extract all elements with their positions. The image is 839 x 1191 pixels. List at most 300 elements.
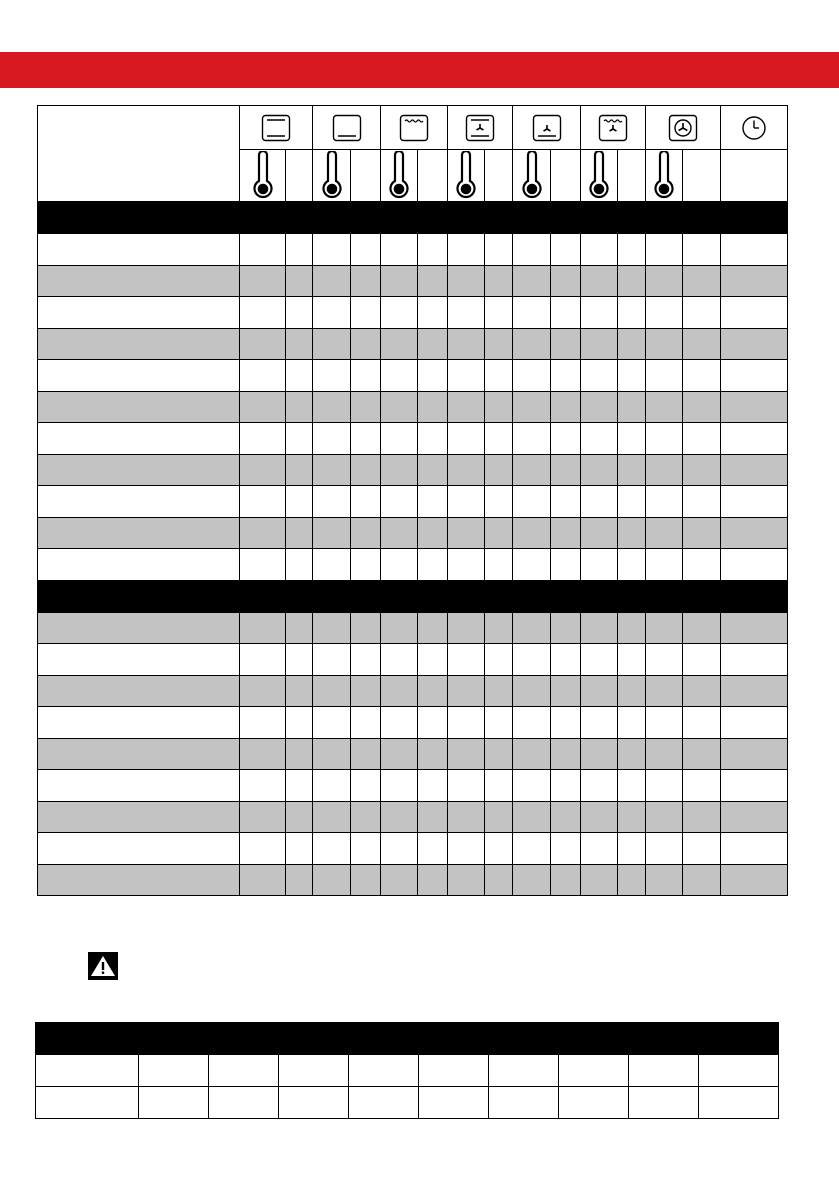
value-cell [381, 833, 418, 865]
bottom-table-cell [349, 1055, 419, 1087]
value-cell [618, 738, 646, 770]
value-cell [286, 612, 313, 644]
value-cell [646, 391, 683, 423]
value-cell [313, 328, 351, 360]
value-cell [618, 297, 646, 329]
value-cell [513, 454, 551, 486]
value-cell [448, 833, 485, 865]
mode-header-cell [513, 106, 581, 150]
bottom-table-cell [699, 1055, 779, 1087]
value-cell [418, 454, 448, 486]
value-cell [418, 833, 448, 865]
value-cell [313, 423, 351, 455]
value-cell [581, 675, 618, 707]
value-cell [448, 549, 485, 581]
value-cell [286, 454, 313, 486]
bottom-table-cell [349, 1087, 419, 1119]
value-cell [286, 675, 313, 707]
value-cell [240, 833, 286, 865]
section-title [38, 202, 788, 234]
value-cell [448, 770, 485, 802]
value-cell [721, 801, 788, 833]
food-label [38, 391, 240, 423]
food-label [38, 801, 240, 833]
value-cell [551, 360, 581, 392]
value-cell [551, 675, 581, 707]
value-cell [551, 454, 581, 486]
value-cell [485, 517, 513, 549]
value-cell [485, 454, 513, 486]
section-title [38, 580, 788, 612]
value-cell [485, 801, 513, 833]
temperature-header-cell [313, 150, 351, 202]
value-cell [485, 833, 513, 865]
temperature-header-cell [581, 150, 618, 202]
fan-top-bottom-heat-icon [465, 114, 495, 142]
value-cell [313, 770, 351, 802]
value-cell [581, 391, 618, 423]
value-cell [351, 675, 381, 707]
value-cell [485, 391, 513, 423]
value-cell [646, 612, 683, 644]
value-cell [418, 707, 448, 739]
value-cell [551, 707, 581, 739]
value-cell [551, 391, 581, 423]
table-row [38, 549, 788, 581]
value-cell [418, 864, 448, 896]
value-cell [485, 675, 513, 707]
table-row [38, 707, 788, 739]
value-cell [448, 423, 485, 455]
value-cell [351, 801, 381, 833]
value-cell [313, 833, 351, 865]
value-cell [485, 707, 513, 739]
food-label [38, 297, 240, 329]
value-cell [286, 707, 313, 739]
value-cell [683, 738, 721, 770]
value-cell [448, 738, 485, 770]
value-cell [581, 801, 618, 833]
value-cell [618, 675, 646, 707]
value-cell [418, 644, 448, 676]
bottom-heat-icon [332, 114, 362, 142]
value-cell [581, 297, 618, 329]
value-cell [351, 864, 381, 896]
food-label [38, 612, 240, 644]
food-label [38, 454, 240, 486]
value-cell [513, 801, 551, 833]
food-label [38, 738, 240, 770]
value-cell [618, 833, 646, 865]
value-cell [448, 707, 485, 739]
value-cell [721, 517, 788, 549]
value-cell [381, 738, 418, 770]
value-cell [381, 328, 418, 360]
value-cell [448, 234, 485, 266]
value-cell [721, 360, 788, 392]
value-cell [286, 423, 313, 455]
value-cell [618, 265, 646, 297]
value-cell [313, 454, 351, 486]
value-cell [551, 265, 581, 297]
value-cell [286, 391, 313, 423]
thermometer-icon [321, 151, 343, 201]
value-cell [485, 864, 513, 896]
value-cell [381, 265, 418, 297]
thermometer-icon [252, 151, 274, 201]
value-cell [646, 707, 683, 739]
value-cell [418, 423, 448, 455]
bottom-table-header [36, 1023, 779, 1055]
value-cell [240, 486, 286, 518]
value-cell [581, 612, 618, 644]
value-cell [551, 549, 581, 581]
value-cell [721, 707, 788, 739]
value-cell [551, 486, 581, 518]
value-cell [381, 297, 418, 329]
value-cell [485, 265, 513, 297]
value-cell [448, 675, 485, 707]
value-cell [646, 328, 683, 360]
bottom-table-cell [559, 1087, 629, 1119]
value-cell [286, 644, 313, 676]
table-row [38, 612, 788, 644]
value-cell [721, 833, 788, 865]
value-cell [683, 360, 721, 392]
bottom-table-cell [209, 1087, 279, 1119]
table-row [38, 738, 788, 770]
value-cell [551, 801, 581, 833]
value-cell [313, 644, 351, 676]
temperature-header-cell [240, 150, 286, 202]
level-header-cell [551, 150, 581, 202]
value-cell [381, 391, 418, 423]
value-cell [551, 297, 581, 329]
value-cell [683, 234, 721, 266]
value-cell [646, 265, 683, 297]
value-cell [683, 486, 721, 518]
value-cell [513, 644, 551, 676]
value-cell [240, 360, 286, 392]
bottom-table-row [36, 1055, 779, 1087]
value-cell [313, 360, 351, 392]
table-row [38, 675, 788, 707]
value-cell [418, 265, 448, 297]
top-bottom-heat-icon [261, 114, 291, 142]
corner-header-cell [38, 106, 240, 202]
value-cell [618, 864, 646, 896]
value-cell [240, 738, 286, 770]
time-header-cell [721, 106, 788, 150]
value-cell [418, 801, 448, 833]
value-cell [513, 864, 551, 896]
value-cell [418, 738, 448, 770]
value-cell [581, 707, 618, 739]
value-cell [286, 864, 313, 896]
value-cell [240, 297, 286, 329]
warning-triangle-icon [88, 952, 118, 980]
fan-bottom-heat-icon [532, 114, 562, 142]
value-cell [286, 770, 313, 802]
value-cell [683, 801, 721, 833]
table-row [38, 328, 788, 360]
value-cell [351, 549, 381, 581]
value-cell [351, 234, 381, 266]
value-cell [381, 707, 418, 739]
value-cell [581, 454, 618, 486]
value-cell [618, 328, 646, 360]
value-cell [513, 517, 551, 549]
value-cell [313, 675, 351, 707]
value-cell [721, 423, 788, 455]
value-cell [618, 549, 646, 581]
value-cell [313, 612, 351, 644]
value-cell [618, 360, 646, 392]
value-cell [513, 833, 551, 865]
value-cell [240, 644, 286, 676]
value-cell [286, 297, 313, 329]
value-cell [551, 770, 581, 802]
value-cell [513, 549, 551, 581]
value-cell [513, 328, 551, 360]
value-cell [351, 297, 381, 329]
value-cell [581, 265, 618, 297]
mode-header-cell [581, 106, 646, 150]
value-cell [418, 486, 448, 518]
value-cell [646, 360, 683, 392]
value-cell [313, 549, 351, 581]
table-row [38, 486, 788, 518]
value-cell [381, 486, 418, 518]
value-cell [683, 707, 721, 739]
value-cell [351, 517, 381, 549]
food-label [38, 675, 240, 707]
value-cell [683, 644, 721, 676]
value-cell [581, 234, 618, 266]
value-cell [351, 707, 381, 739]
value-cell [448, 801, 485, 833]
value-cell [683, 864, 721, 896]
fan-grill-icon [598, 114, 628, 142]
value-cell [286, 738, 313, 770]
value-cell [581, 644, 618, 676]
value-cell [618, 770, 646, 802]
bottom-table-cell [489, 1087, 559, 1119]
value-cell [485, 297, 513, 329]
value-cell [381, 360, 418, 392]
table-row [38, 801, 788, 833]
value-cell [683, 265, 721, 297]
temperature-header-cell [513, 150, 551, 202]
value-cell [683, 517, 721, 549]
section-header-row [38, 580, 788, 612]
value-cell [618, 644, 646, 676]
value-cell [581, 864, 618, 896]
level-header-cell [683, 150, 721, 202]
thermometer-icon [455, 151, 477, 201]
value-cell [381, 234, 418, 266]
bottom-table-cell [279, 1087, 349, 1119]
value-cell [618, 423, 646, 455]
value-cell [351, 738, 381, 770]
bottom-table-cell [489, 1055, 559, 1087]
value-cell [646, 675, 683, 707]
value-cell [418, 360, 448, 392]
value-cell [240, 675, 286, 707]
table-row [38, 391, 788, 423]
thermometer-icon [653, 151, 675, 201]
value-cell [418, 675, 448, 707]
value-cell [721, 486, 788, 518]
value-cell [721, 391, 788, 423]
value-cell [581, 549, 618, 581]
value-cell [286, 549, 313, 581]
value-cell [551, 234, 581, 266]
bottom-table-cell [419, 1087, 489, 1119]
value-cell [351, 644, 381, 676]
value-cell [646, 801, 683, 833]
value-cell [513, 770, 551, 802]
temperature-header-cell [646, 150, 683, 202]
bottom-table-cell [36, 1055, 139, 1087]
value-cell [551, 738, 581, 770]
level-header-cell [485, 150, 513, 202]
value-cell [381, 864, 418, 896]
food-label [38, 517, 240, 549]
value-cell [646, 644, 683, 676]
value-cell [683, 297, 721, 329]
value-cell [683, 549, 721, 581]
value-cell [551, 644, 581, 676]
value-cell [721, 738, 788, 770]
table-row [38, 864, 788, 896]
value-cell [286, 234, 313, 266]
time-header-cell-lower [721, 150, 788, 202]
value-cell [240, 265, 286, 297]
value-cell [513, 486, 551, 518]
value-cell [418, 549, 448, 581]
value-cell [551, 864, 581, 896]
level-header-cell [351, 150, 381, 202]
value-cell [721, 612, 788, 644]
value-cell [286, 265, 313, 297]
food-label [38, 864, 240, 896]
value-cell [418, 612, 448, 644]
food-label [38, 833, 240, 865]
value-cell [351, 833, 381, 865]
value-cell [240, 707, 286, 739]
value-cell [418, 297, 448, 329]
food-label [38, 707, 240, 739]
value-cell [646, 549, 683, 581]
value-cell [581, 328, 618, 360]
value-cell [513, 423, 551, 455]
table-row [38, 833, 788, 865]
bottom-table-cell [139, 1055, 209, 1087]
value-cell [351, 360, 381, 392]
value-cell [721, 770, 788, 802]
value-cell [448, 297, 485, 329]
value-cell [381, 770, 418, 802]
value-cell [618, 486, 646, 518]
cooking-table [37, 105, 788, 896]
value-cell [313, 707, 351, 739]
temperature-header-cell [448, 150, 485, 202]
mode-header-cell [448, 106, 513, 150]
value-cell [513, 234, 551, 266]
bottom-table-cell [209, 1055, 279, 1087]
value-cell [721, 549, 788, 581]
value-cell [551, 612, 581, 644]
header-bar [0, 52, 839, 88]
section-header-row [38, 202, 788, 234]
table-row [38, 770, 788, 802]
value-cell [581, 517, 618, 549]
value-cell [448, 612, 485, 644]
thermometer-icon [588, 151, 610, 201]
value-cell [381, 801, 418, 833]
value-cell [448, 265, 485, 297]
value-cell [721, 864, 788, 896]
value-cell [381, 644, 418, 676]
value-cell [618, 391, 646, 423]
value-cell [313, 738, 351, 770]
level-header-cell [286, 150, 313, 202]
value-cell [551, 833, 581, 865]
value-cell [581, 360, 618, 392]
value-cell [381, 454, 418, 486]
table-row [38, 517, 788, 549]
value-cell [313, 517, 351, 549]
value-cell [485, 738, 513, 770]
clock-icon [741, 115, 767, 141]
value-cell [381, 549, 418, 581]
value-cell [418, 234, 448, 266]
value-cell [448, 486, 485, 518]
value-cell [418, 517, 448, 549]
value-cell [721, 234, 788, 266]
value-cell [418, 328, 448, 360]
value-cell [683, 454, 721, 486]
value-cell [646, 864, 683, 896]
value-cell [683, 833, 721, 865]
value-cell [240, 391, 286, 423]
value-cell [485, 360, 513, 392]
value-cell [646, 486, 683, 518]
value-cell [381, 675, 418, 707]
food-label [38, 423, 240, 455]
bottom-table-row [36, 1087, 779, 1119]
value-cell [240, 549, 286, 581]
value-cell [721, 644, 788, 676]
value-cell [646, 234, 683, 266]
temperature-header-cell [381, 150, 418, 202]
value-cell [721, 297, 788, 329]
value-cell [646, 423, 683, 455]
value-cell [240, 770, 286, 802]
bottom-table [35, 1022, 779, 1119]
value-cell [581, 833, 618, 865]
value-cell [551, 328, 581, 360]
bottom-table-cell [279, 1055, 349, 1087]
mode-header-cell [240, 106, 313, 150]
value-cell [618, 454, 646, 486]
value-cell [313, 801, 351, 833]
table-row [38, 265, 788, 297]
value-cell [646, 517, 683, 549]
thermometer-icon [521, 151, 543, 201]
value-cell [721, 675, 788, 707]
